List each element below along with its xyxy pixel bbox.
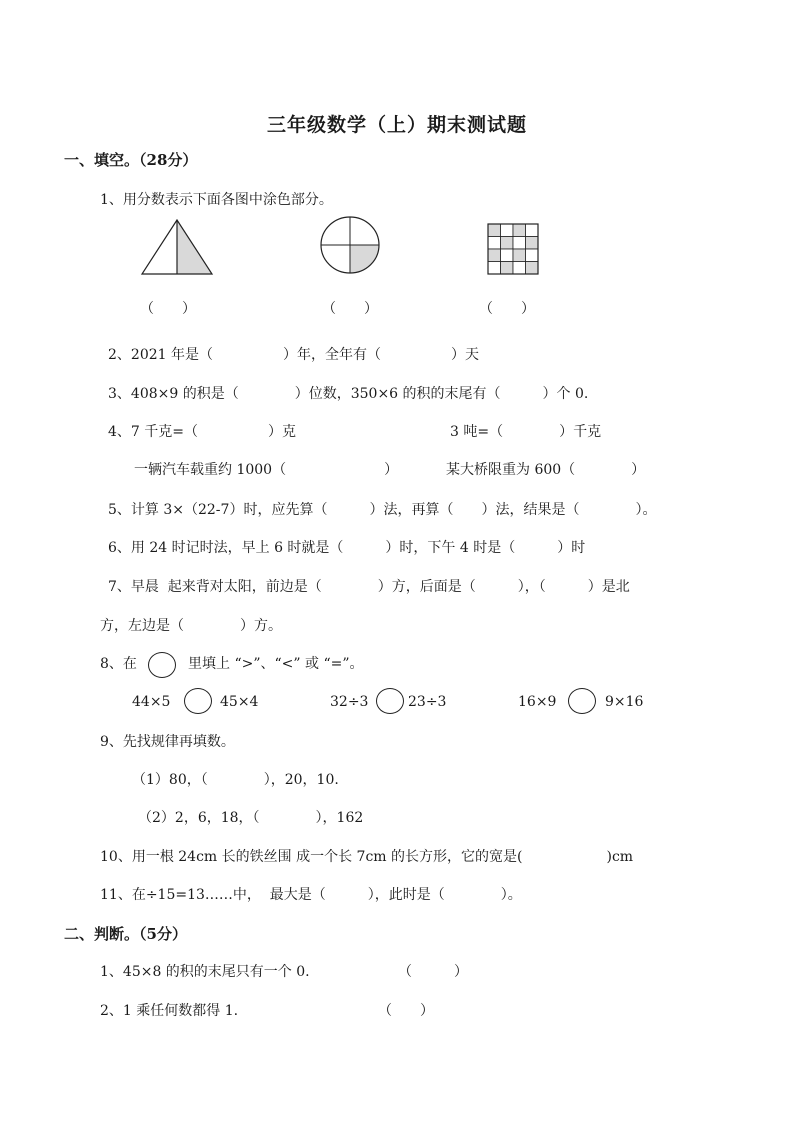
compare-circle-3[interactable] [568,688,596,714]
question-3: 3、408×9 的积是（ ）位数，350×6 的积的末尾有（ ）个 0. [108,386,589,402]
compare-right-1: 45×4 [220,694,259,710]
question-9-1: （1）80，（ ），20，10. [132,772,339,788]
question-5: 5、计算 3×（22-7）时，应先算（ ）法，再算（ ）法，结果是（ ）。 [108,502,657,518]
compare-right-3: 9×16 [605,694,644,710]
answer-blank-circle[interactable]: （ ） [322,301,378,317]
question-11: 11、在÷15=13……中， 最大是（ ），此时是（ ）。 [100,887,522,903]
question-10: 10、用一根 24cm 长的铁丝围 成一个长 7cm 的长方形，它的宽是( )cm [100,849,634,865]
compare-circle-1[interactable] [184,688,212,714]
circle-figure [318,216,382,276]
judge-1-blank[interactable]: （ ） [398,964,468,980]
question-2: 2、2021 年是（ ）年，全年有（ ）天 [108,347,479,363]
question-6: 6、用 24 时记时法，早上 6 时就是（ ）时，下午 4 时是（ ）时 [108,540,586,556]
page-title: 三年级数学（上）期末测试题 [266,114,527,136]
question-1: 1、用分数表示下面各图中涂色部分。 [100,192,333,208]
judge-1: 1、45×8 的积的末尾只有一个 0. [100,964,310,980]
question-9: 9、先找规律再填数。 [100,734,235,750]
question-7b: 方，左边是（ ）方。 [100,618,282,634]
section-2-heading: 二、判断。（5分） [64,925,187,943]
question-9-2: （2）2，6，18，（ ），162 [138,810,364,826]
section-1-heading: 一、填空。（28分） [64,151,198,169]
question-4b: 3 吨=（ ）千克 [450,424,602,440]
compare-circle-2[interactable] [376,688,404,714]
grid-figure [486,222,540,276]
question-8-post: 里填上 “>”、“<” 或 “=”。 [188,656,364,672]
judge-2: 2、1 乘任何数都得 1. [100,1003,239,1019]
answer-blank-triangle[interactable]: （ ） [140,301,196,317]
question-4c: 一辆汽车载重约 1000（ ） [134,462,399,478]
question-4d: 某大桥限重为 600（ ） [446,462,646,478]
compare-left-3: 16×9 [518,694,557,710]
answer-blank-grid[interactable]: （ ） [479,301,535,317]
compare-left-2: 32÷3 [330,694,369,710]
compare-right-2: 23÷3 [408,694,447,710]
question-8-pre: 8、在 [100,656,137,672]
judge-2-blank[interactable]: （ ） [378,1003,434,1019]
question-7a: 7、早晨 起来背对太阳，前边是（ ）方，后面是（ ），（ ）是北 [108,579,630,595]
triangle-figure [140,218,214,276]
compare-left-1: 44×5 [132,694,171,710]
question-4a: 4、7 千克=（ ）克 [108,424,296,440]
compare-circle-example [148,652,176,678]
